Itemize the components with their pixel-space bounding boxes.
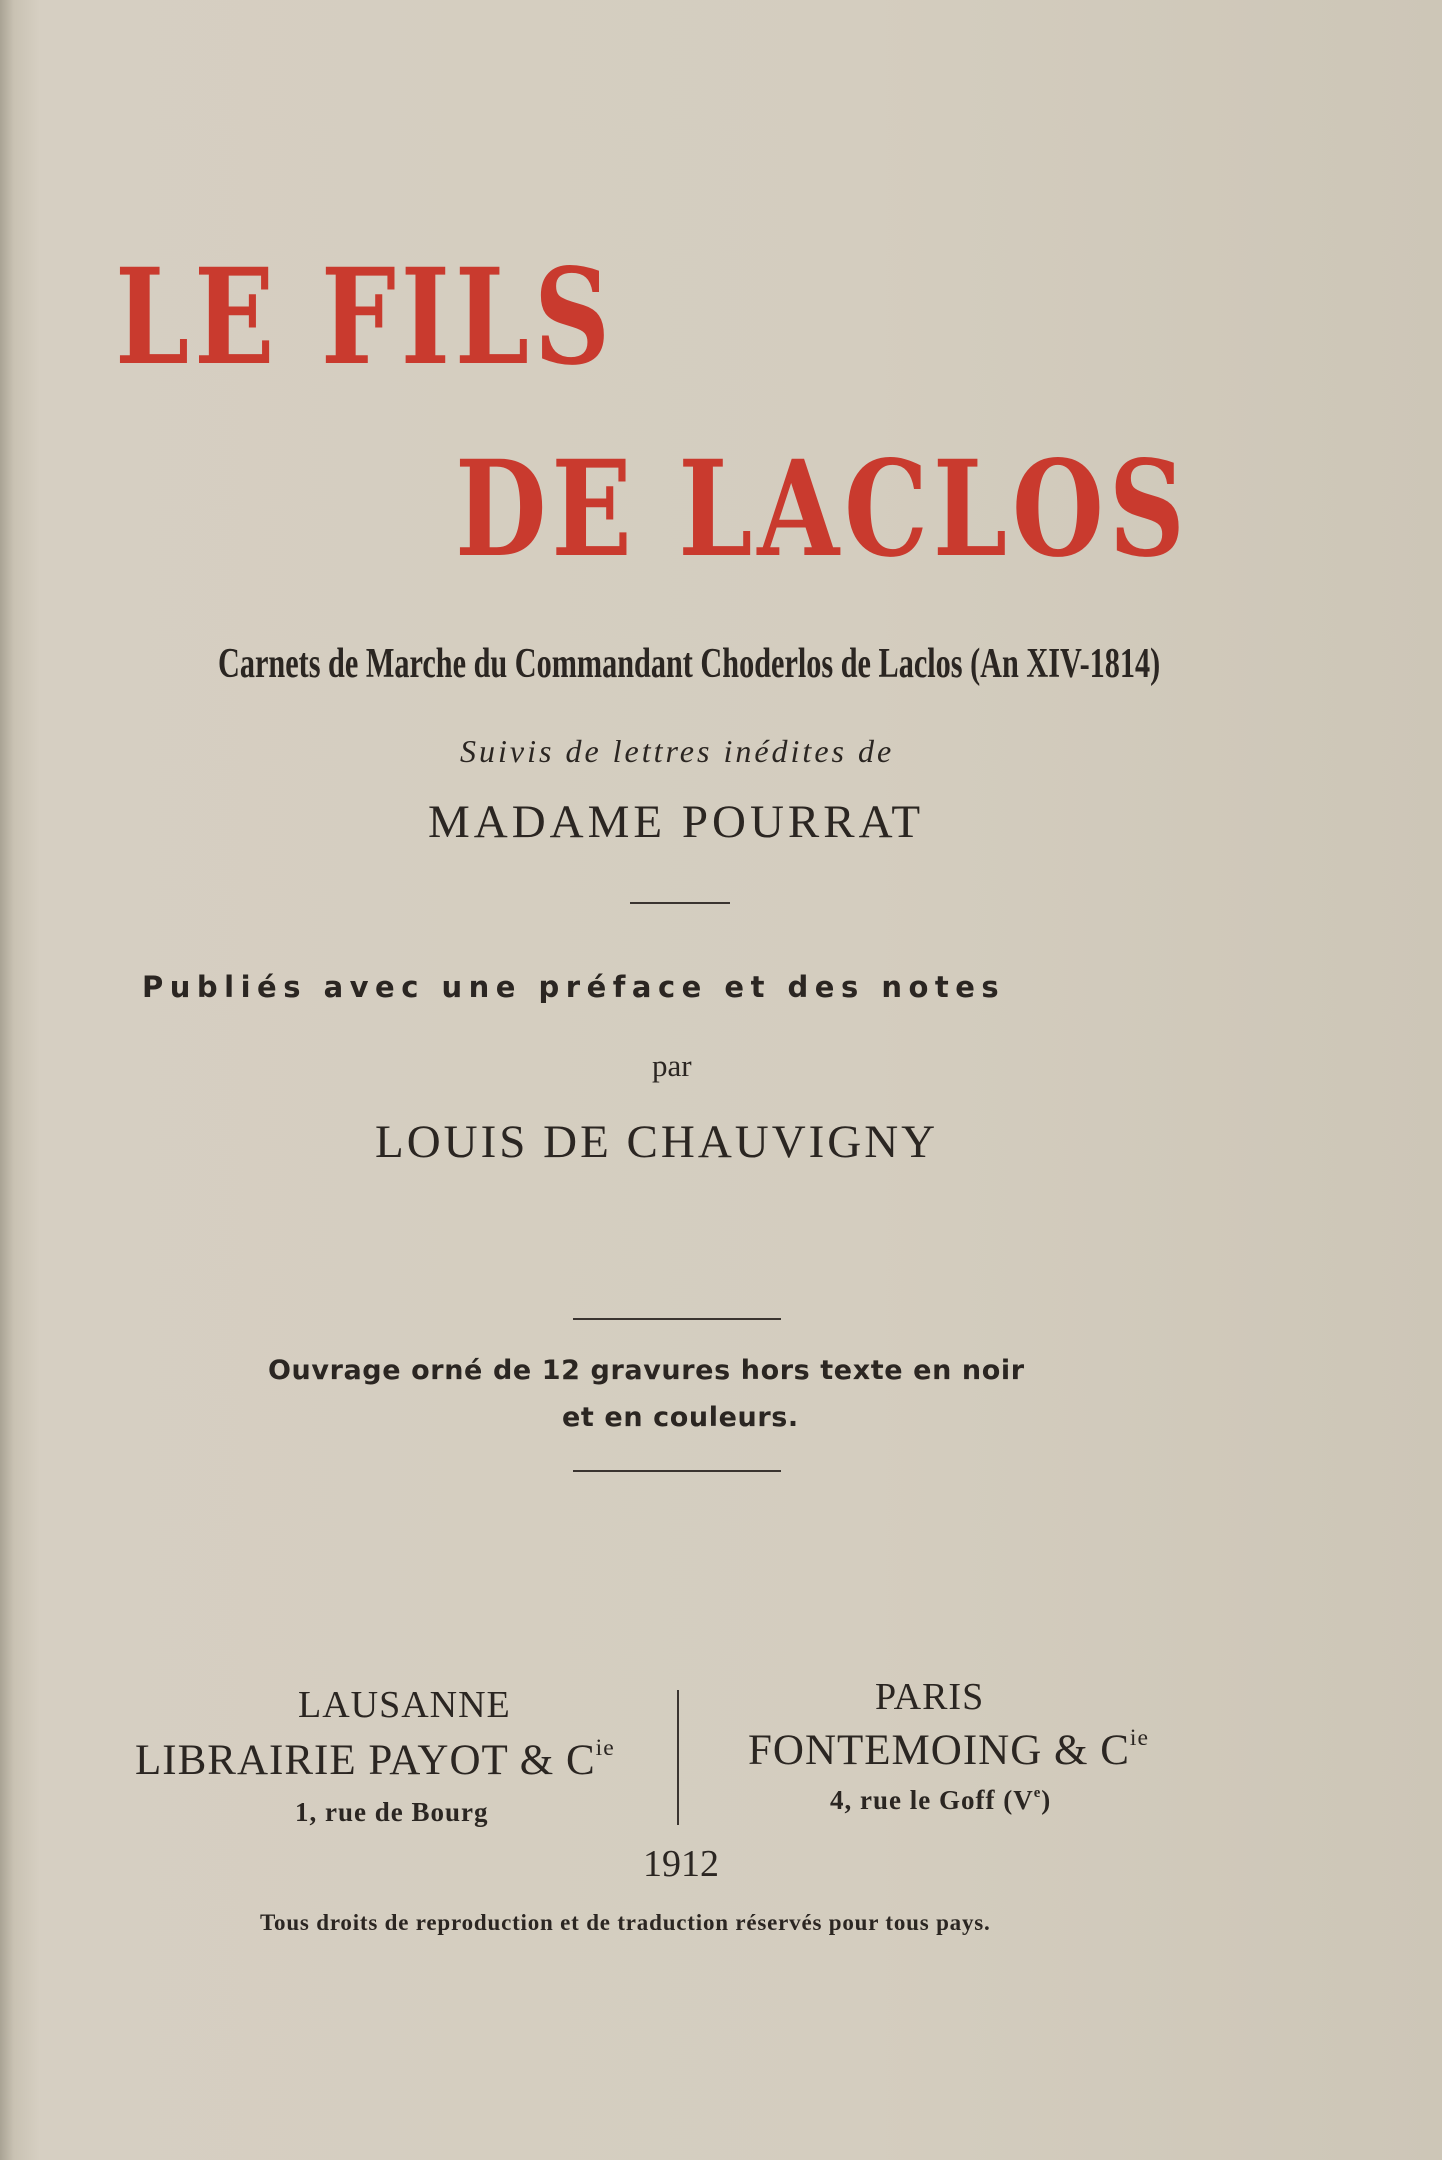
divider-rule xyxy=(573,1470,781,1472)
publisher-right-name xyxy=(748,1725,1149,1775)
followed-by-text: Suivis de lettres inédites de xyxy=(460,733,895,769)
publisher-left-city: LAUSANNE xyxy=(298,1684,511,1726)
publisher-right-address-text: 4, rue le Goff (V xyxy=(830,1785,1034,1815)
divider-rule xyxy=(630,902,730,904)
publisher-right-address-end: ) xyxy=(1041,1785,1052,1815)
ornament-note-line-2: et en couleurs. xyxy=(562,1402,799,1433)
rights-notice: Tous droits de reproduction et de traduction réservés pour tous pays. xyxy=(260,1910,991,1935)
publisher-right-address xyxy=(830,1785,1051,1816)
by-text: par xyxy=(652,1048,692,1083)
title-line-2: DE LACLOS xyxy=(455,432,1190,587)
editor-name: LOUIS DE CHAUVIGNY xyxy=(375,1116,939,1168)
publisher-divider xyxy=(677,1690,679,1825)
ornament-note-line-1: Ouvrage orné de 12 gravures hors texte en noir xyxy=(268,1355,1025,1386)
divider-rule xyxy=(573,1318,781,1320)
publisher-left-name-suffix: ie xyxy=(595,1735,615,1761)
publisher-left-name xyxy=(135,1735,615,1785)
subtitle: Carnets de Marche du Commandant Choderlos de Laclos (An XIV-1814) xyxy=(218,641,1161,687)
publisher-right-name-text: FONTEMOING & C xyxy=(748,1726,1130,1774)
publisher-left-name-text: LIBRAIRIE PAYOT & C xyxy=(135,1736,596,1784)
publisher-right-address-suffix: e xyxy=(1033,1785,1042,1802)
publisher-right-city: PARIS xyxy=(875,1676,985,1718)
published-with-text: Publiés avec une préface et des notes xyxy=(142,970,1006,1004)
publisher-right-name-suffix: ie xyxy=(1129,1725,1149,1751)
publication-year: 1912 xyxy=(643,1843,719,1885)
letters-author: MADAME POURRAT xyxy=(428,796,925,848)
title-line-1: LE FILS xyxy=(115,240,615,395)
publisher-left-address: 1, rue de Bourg xyxy=(295,1797,489,1827)
